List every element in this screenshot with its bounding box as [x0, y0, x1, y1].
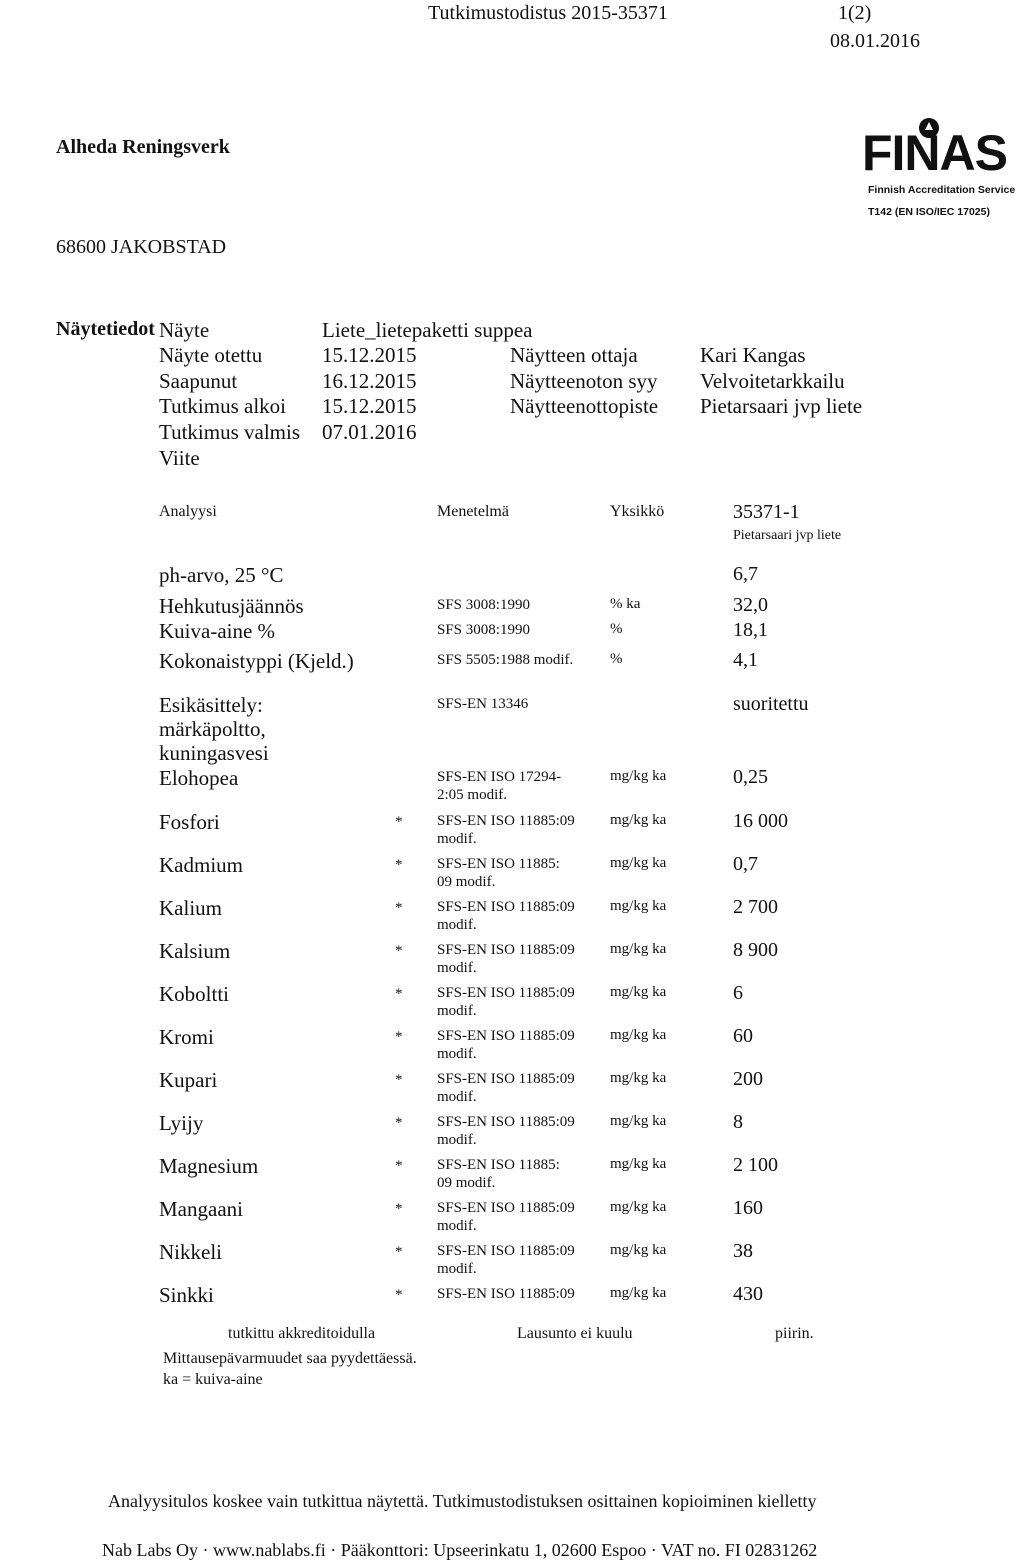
- note-uncertainty: Mittausepävarmuudet saa pyydettäessä.: [163, 1350, 417, 1367]
- row-analysis: Fosfori: [159, 810, 220, 834]
- row-unit: mg/kg ka: [610, 1242, 667, 1258]
- row-analysis: Kokonaistyppi (Kjeld.): [159, 649, 354, 673]
- logo-subtitle: Finnish Accreditation Service: [868, 184, 1016, 196]
- row-unit: mg/kg ka: [610, 855, 667, 871]
- extra-label: Näytteen ottaja: [510, 343, 638, 367]
- row-method: SFS-EN ISO 11885:09 modif.: [437, 1114, 575, 1148]
- row-analysis: Koboltti: [159, 982, 230, 1006]
- row-method: SFS-EN ISO 11885: 09 modif.: [437, 856, 560, 890]
- row-analysis: Elohopea: [159, 766, 239, 790]
- footer-address: Pääkonttori: Upseerinkatu 1, 02600 Espoo: [340, 1540, 647, 1560]
- row-method: SFS-EN ISO 11885:09 modif.: [437, 813, 575, 847]
- note-statement: Lausunto ei kuulu: [517, 1325, 633, 1342]
- row-method: SFS-EN 13346: [437, 696, 529, 712]
- row-result: 38: [733, 1240, 753, 1262]
- col-header-unit: Yksikkö: [610, 503, 665, 520]
- recipient-postal: 68600 JAKOBSTAD: [56, 236, 227, 258]
- footer-website: www.nablabs.fi: [212, 1540, 326, 1560]
- row-unit: mg/kg ka: [610, 812, 667, 828]
- row-analysis: Sinkki: [159, 1283, 214, 1307]
- row-method: SFS 3008:1990: [437, 597, 530, 613]
- row-result: 8: [733, 1111, 743, 1133]
- row-unit: %: [610, 621, 623, 637]
- row-result: 200: [733, 1068, 763, 1090]
- field-label: Näyte otettu: [159, 343, 263, 367]
- row-analysis: Kupari: [159, 1068, 218, 1092]
- row-analysis: Hehkutusjäännös: [159, 594, 304, 618]
- row-analysis: Kalium: [159, 896, 222, 920]
- row-accredited-mark: *: [395, 814, 403, 830]
- col-header-method: Menetelmä: [437, 503, 509, 520]
- field-label: Tutkimus valmis: [159, 420, 301, 444]
- row-accredited-mark: *: [395, 1158, 403, 1174]
- row-analysis: Esikäsittely: märkäpoltto, kuningasvesi: [159, 693, 269, 765]
- footer-line: [102, 1540, 817, 1561]
- row-accredited-mark: *: [395, 1115, 403, 1131]
- row-unit: mg/kg ka: [610, 768, 667, 784]
- row-result: 60: [733, 1025, 753, 1047]
- row-unit: %: [610, 651, 623, 667]
- row-result: 18,1: [733, 619, 768, 641]
- row-result: 0,25: [733, 766, 768, 788]
- row-method: SFS-EN ISO 11885:09 modif.: [437, 1200, 575, 1234]
- field-label: Viite: [159, 446, 200, 470]
- row-unit: mg/kg ka: [610, 1113, 667, 1129]
- field-label: Tutkimus alkoi: [159, 394, 287, 418]
- logo-standard: T142 (EN ISO/IEC 17025): [868, 206, 990, 218]
- row-unit: % ka: [610, 596, 641, 612]
- row-accredited-mark: *: [395, 1072, 403, 1088]
- row-result: 0,7: [733, 853, 758, 875]
- row-unit: mg/kg ka: [610, 1285, 667, 1301]
- row-method: SFS-EN ISO 11885:09 modif.: [437, 985, 575, 1019]
- row-method: SFS-EN ISO 11885:09 modif.: [437, 1243, 575, 1277]
- row-result: suoritettu: [733, 693, 809, 715]
- footer-sep: ·: [650, 1540, 657, 1560]
- row-unit: mg/kg ka: [610, 984, 667, 1000]
- field-label: Saapunut: [159, 369, 238, 393]
- extra-value: Kari Kangas: [700, 343, 806, 367]
- row-method: SFS-EN ISO 11885:09 modif.: [437, 899, 575, 933]
- report-date: 08.01.2016: [830, 30, 920, 52]
- recipient-name: Alheda Reningsverk: [56, 136, 230, 158]
- row-result: 6: [733, 982, 743, 1004]
- row-accredited-mark: *: [395, 1244, 403, 1260]
- row-result: 16 000: [733, 810, 788, 832]
- footer-sep: ·: [330, 1540, 337, 1560]
- row-analysis: Kromi: [159, 1025, 214, 1049]
- row-unit: mg/kg ka: [610, 898, 667, 914]
- footer-sep: ·: [202, 1540, 209, 1560]
- row-method: SFS 5505:1988 modif.: [437, 652, 574, 668]
- logo-word: FINAS: [862, 125, 1007, 181]
- row-accredited-mark: *: [395, 1029, 403, 1045]
- row-unit: mg/kg ka: [610, 1070, 667, 1086]
- row-result: 8 900: [733, 939, 778, 961]
- finas-logo: [862, 118, 1024, 228]
- row-method: SFS-EN ISO 11885:09: [437, 1286, 575, 1302]
- row-accredited-mark: *: [395, 986, 403, 1002]
- field-value: 15.12.2015: [322, 343, 417, 367]
- row-unit: mg/kg ka: [610, 941, 667, 957]
- row-result: 4,1: [733, 649, 758, 671]
- row-method: SFS-EN ISO 11885:09 modif.: [437, 1028, 575, 1062]
- row-method: SFS-EN ISO 11885:09 modif.: [437, 1071, 575, 1105]
- field-value: 15.12.2015: [322, 394, 417, 418]
- row-unit: mg/kg ka: [610, 1199, 667, 1215]
- extra-label: Näytteenoton syy: [510, 369, 658, 393]
- row-method: SFS-EN ISO 11885:09 modif.: [437, 942, 575, 976]
- extra-label: Näytteenottopiste: [510, 394, 659, 418]
- row-analysis: ph-arvo, 25 °C: [159, 563, 284, 587]
- row-analysis: Kalsium: [159, 939, 231, 963]
- row-result: 160: [733, 1197, 763, 1219]
- row-accredited-mark: *: [395, 1287, 403, 1303]
- row-result: 2 700: [733, 896, 778, 918]
- row-accredited-mark: *: [395, 900, 403, 916]
- col-header-analysis: Analyysi: [159, 503, 217, 520]
- row-result: 32,0: [733, 594, 768, 616]
- row-accredited-mark: *: [395, 943, 403, 959]
- row-analysis: Magnesium: [159, 1154, 259, 1178]
- extra-value: Pietarsaari jvp liete: [700, 394, 863, 418]
- footer-company: Nab Labs Oy: [102, 1540, 198, 1560]
- row-result: 2 100: [733, 1154, 778, 1176]
- report-title: Tutkimustodistus 2015-35371: [428, 2, 668, 24]
- row-accredited-mark: *: [395, 857, 403, 873]
- row-method: SFS-EN ISO 11885: 09 modif.: [437, 1157, 560, 1191]
- field-value: Liete_lietepaketti suppea: [322, 318, 533, 342]
- row-unit: mg/kg ka: [610, 1156, 667, 1172]
- note-accredited: tutkittu akkreditoidulla: [228, 1325, 376, 1342]
- footer-vat: VAT no. FI 02831262: [660, 1540, 818, 1560]
- col-header-sample-id: 35371-1: [733, 501, 800, 523]
- row-analysis: Kadmium: [159, 853, 243, 877]
- sample-info-label: Näytetiedot: [56, 318, 155, 340]
- col-header-sample-name: Pietarsaari jvp liete: [733, 528, 842, 543]
- field-value: 16.12.2015: [322, 369, 417, 393]
- row-analysis: Mangaani: [159, 1197, 243, 1221]
- extra-value: Velvoitetarkkailu: [700, 369, 845, 393]
- row-analysis: Nikkeli: [159, 1240, 222, 1264]
- footer-disclaimer: Analyysitulos koskee vain tutkittua näytettä. Tutkimustodistuksen osittainen kopioiminen kielletty: [108, 1491, 817, 1511]
- note-scope: piirin.: [775, 1325, 814, 1342]
- note-ka-definition: ka = kuiva-aine: [163, 1371, 263, 1388]
- row-method: SFS-EN ISO 17294-2:05 modif.: [437, 769, 562, 803]
- row-analysis: Lyijy: [159, 1111, 204, 1135]
- field-label: Näyte: [159, 318, 210, 342]
- field-value: 07.01.2016: [322, 420, 417, 444]
- row-analysis: Kuiva-aine %: [159, 619, 276, 643]
- row-unit: mg/kg ka: [610, 1027, 667, 1043]
- row-result: 6,7: [733, 563, 758, 585]
- page-number: 1(2): [838, 2, 872, 24]
- row-method: SFS 3008:1990: [437, 622, 530, 638]
- row-result: 430: [733, 1283, 763, 1305]
- row-accredited-mark: *: [395, 1201, 403, 1217]
